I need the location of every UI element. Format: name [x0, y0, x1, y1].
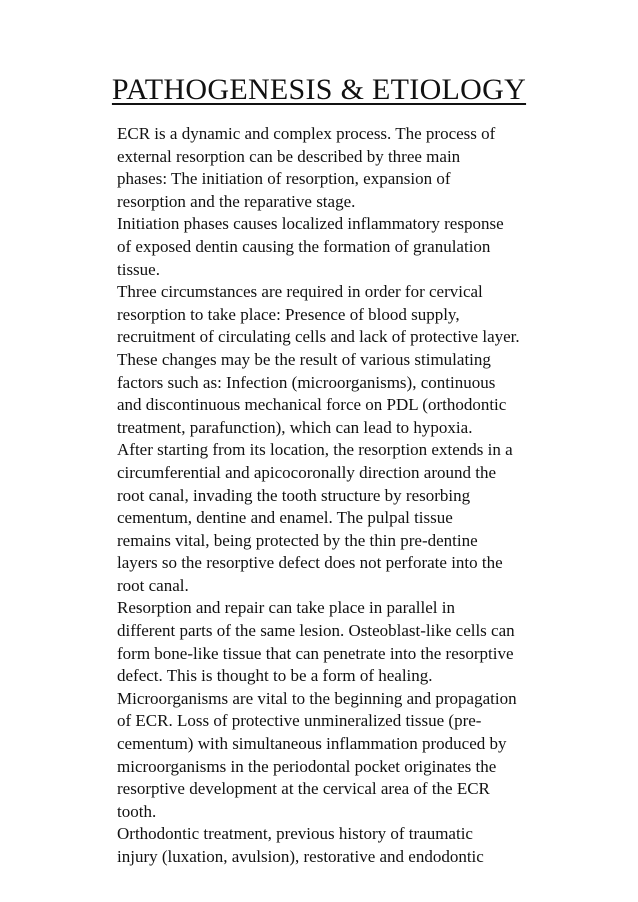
- text-line: of exposed dentin causing the formation of granulation: [117, 236, 491, 256]
- text-line: of ECR. Loss of protective unmineralized tissue (pre-: [117, 711, 482, 731]
- text-line: resorption to take place: Presence of blood supply,: [117, 304, 460, 324]
- text-line: ECR is a dynamic and complex process. The process of: [117, 124, 496, 143]
- text-line: cementum, dentine and enamel. The pulpal tissue: [117, 508, 453, 528]
- text-line: root canal, invading the tooth structure by resorbing: [117, 485, 471, 505]
- text-line: Resorption and repair can take place in parallel in: [117, 598, 455, 618]
- text-line: treatment, parafunction), which can lead to hypoxia.: [117, 417, 473, 437]
- text-line: resorptive development at the cervical area of the ECR: [117, 779, 490, 799]
- text-line: injury (luxation, avulsion), restorative and endodontic: [117, 847, 484, 866]
- body-text: [117, 123, 567, 869]
- text-line: After starting from its location, the resorption extends in a: [117, 440, 513, 460]
- text-line: microorganisms in the periodontal pocket originates the: [117, 756, 497, 776]
- text-line: recruitment of circulating cells and lack of protective layer.: [117, 327, 520, 347]
- text-line: Initiation phases causes localized inflammatory response: [117, 214, 504, 234]
- text-line: Microorganisms are vital to the beginning and propagation: [117, 688, 517, 708]
- text-line: tissue.: [117, 259, 160, 279]
- text-line: and discontinuous mechanical force on PDL (orthodontic: [117, 395, 507, 415]
- text-line: factors such as: Infection (microorganisms), continuous: [117, 372, 496, 392]
- text-line: cementum) with simultaneous inflammation produced by: [117, 734, 507, 754]
- text-line: remains vital, being protected by the thin pre-dentine: [117, 530, 478, 550]
- text-line: root canal.: [117, 575, 189, 595]
- text-line: Orthodontic treatment, previous history of traumatic: [117, 824, 473, 844]
- text-line: Three circumstances are required in order for cervical: [117, 282, 483, 302]
- text-line: layers so the resorptive defect does not perforate into the: [117, 553, 503, 573]
- text-line: These changes may be the result of various stimulating: [117, 349, 491, 369]
- text-line: resorption and the reparative stage.: [117, 191, 356, 211]
- text-line: tooth.: [117, 801, 157, 821]
- text-line: different parts of the same lesion. Osteoblast-like cells can: [117, 621, 515, 641]
- text-line: circumferential and apicocoronally direction around the: [117, 462, 497, 482]
- text-line: phases: The initiation of resorption, expansion of: [117, 169, 451, 189]
- page-title: PATHOGENESIS & ETIOLOGY: [111, 73, 527, 106]
- text-line: form bone-like tissue that can penetrate into the resorptive: [117, 643, 514, 663]
- text-line: defect. This is thought to be a form of healing.: [117, 666, 433, 686]
- text-line: external resorption can be described by three main: [117, 146, 461, 166]
